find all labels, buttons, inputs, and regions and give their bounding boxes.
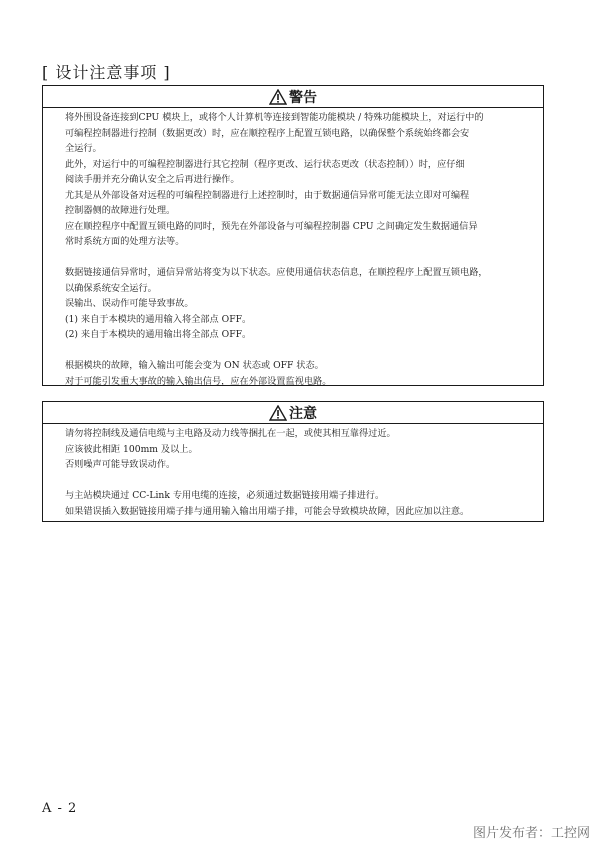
text-line: 此外，对运行中的可编程控制器进行其它控制（程序更改、运行状态更改（状态控制））时，应仔细 bbox=[65, 158, 465, 170]
text-line: (2) 来自于本模块的通用输出将全部点 OFF。 bbox=[65, 329, 252, 340]
text-line: 根据模块的故障，输入输出可能会变为 ON 状态或 OFF 状态。 bbox=[65, 360, 324, 371]
warning-triangle-icon bbox=[269, 89, 287, 105]
warning-box bbox=[42, 85, 544, 386]
text-line: 请勿将控制线及通信电缆与主电路及动力线等捆扎在一起，或使其相互靠得过近。 bbox=[65, 428, 396, 439]
text-line: 阅读手册并充分确认安全之后再进行操作。 bbox=[65, 174, 240, 185]
page-number: A - 2 bbox=[42, 801, 78, 816]
text-line: (1) 来自于本模块的通用输入将全部点 OFF。 bbox=[65, 313, 252, 325]
caution-body bbox=[43, 424, 543, 523]
text-line: 尤其是从外部设备对远程的可编程控制器进行上述控制时，由于数据通信异常可能无法立即对可编程 bbox=[65, 189, 470, 201]
warning-header bbox=[43, 86, 543, 108]
blank-line bbox=[65, 250, 535, 266]
text-line: 常时系统方面的处理方法等。 bbox=[65, 236, 185, 247]
text-line: 与主站模块通过 CC-Link 专用电缆的连接，必须通过数据链接用端子排进行。 bbox=[65, 490, 385, 501]
text-line: 误输出、误动作可能导致事故。 bbox=[65, 298, 194, 309]
text-line: 如果错误插入数据链接用端子排与通用输入输出用端子排，可能会导致模块故障，因此应加以注意。 bbox=[65, 505, 470, 517]
text-line: 数据链接通信异常时，通信异常站将变为以下状态。应使用通信状态信息，在顺控程序上配置互锁电路， bbox=[65, 267, 488, 278]
text-line: 全运行。 bbox=[65, 143, 102, 154]
text-line: 以确保系统安全运行。 bbox=[65, 282, 157, 294]
text-line: 将外围设备连接到CPU 模块上，或将个人计算机等连接到智能功能模块 / 特殊功能模块上，对运行中的 bbox=[65, 112, 484, 123]
warning-triangle-icon bbox=[269, 405, 287, 421]
text-line: 应在顺控程序中配置互锁电路的同时，预先在外部设备与可编程控制器 CPU 之间确定发生数据通信异 bbox=[65, 220, 478, 232]
caution-title: 注意 bbox=[289, 405, 317, 422]
warning-body bbox=[43, 108, 543, 393]
text-line: 否则噪声可能导致误动作。 bbox=[65, 459, 176, 470]
text-line: 对于可能引发重大事故的输入输出信号，应在外部设置监视电路。 bbox=[65, 375, 332, 387]
watermark: 图片发布者：工控网 bbox=[472, 826, 590, 841]
blank-line bbox=[65, 473, 535, 489]
blank-line bbox=[65, 343, 535, 359]
caution-header bbox=[43, 402, 543, 424]
warning-title: 警告 bbox=[289, 89, 317, 106]
text-line: 控制器侧的故障进行处理。 bbox=[65, 205, 176, 216]
text-line: 可编程控制器进行控制（数据更改）时，应在顺控程序上配置互锁电路，以确保整个系统始终都会安 bbox=[65, 127, 470, 139]
section-title: [ 设计注意事项 ] bbox=[42, 63, 171, 82]
text-line: 应该彼此相距 100mm 及以上。 bbox=[65, 443, 198, 455]
caution-box bbox=[42, 401, 544, 522]
